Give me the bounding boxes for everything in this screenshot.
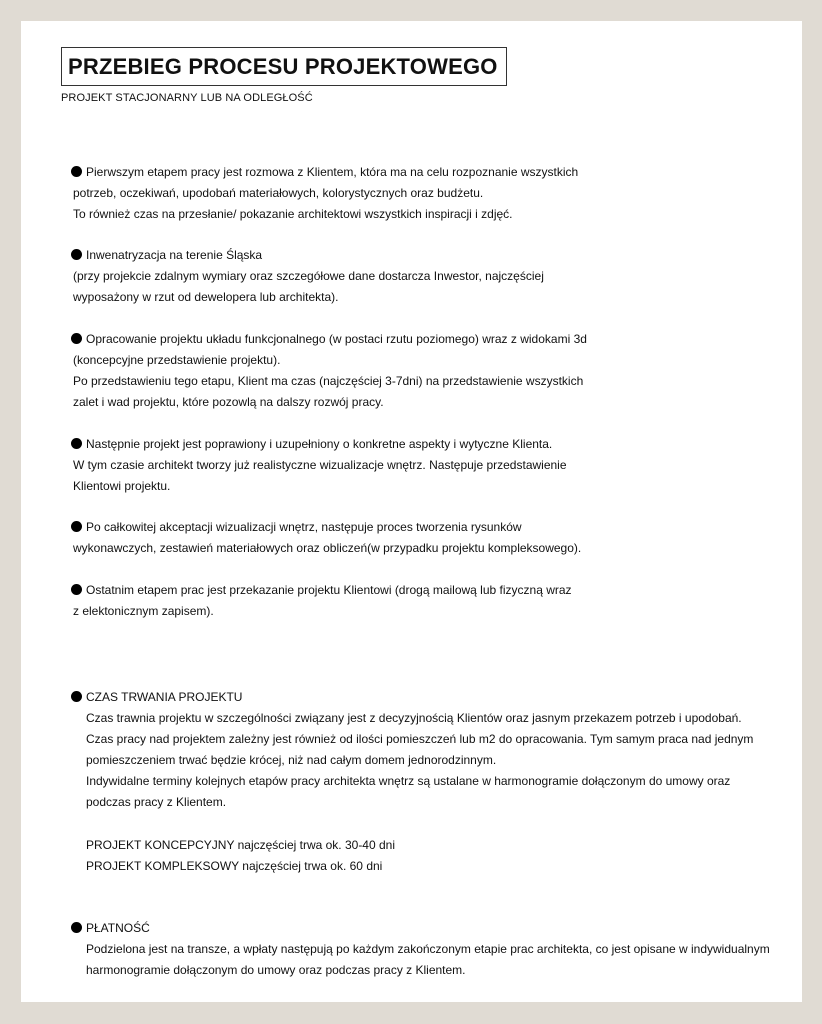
bullet-icon [71,166,82,177]
step-text: W tym czasie architekt tworzy już realistyczne wizualizacje wnętrz. Następuje przedstawienie [73,458,567,472]
duration-text: Indywidalne terminy kolejnych etapów pracy architekta wnętrz są ustalane w harmonogramie dołączonym do umowy oraz [86,774,731,788]
duration-text: pomieszczeniem trwać będzie krócej, niż nad całym domem jednorodzinnym. [86,753,497,767]
step-text: Inwenatryzacja na terenie Śląska [86,248,263,262]
step-text: z elektonicznym zapisem). [73,604,214,618]
bullet-icon [71,438,82,449]
duration-item: PROJEKT KONCEPCYJNY najczęściej trwa ok. 30-40 dni [86,838,396,852]
step-text: Po całkowitej akceptacji wizualizacji wnętrz, następuje proces tworzenia rysunków [86,520,522,534]
step-text: zalet i wad projektu, które pozowlą na dalszy rozwój pracy. [73,395,384,409]
step-text: potrzeb, oczekiwań, upodobań materiałowych, kolorystycznych oraz budżetu. [73,186,484,200]
bullet-icon [71,584,82,595]
step-text: Następnie projekt jest poprawiony i uzupełniony o konkretne aspekty i wytyczne Klienta. [86,437,553,451]
process-step-6 [71,580,572,622]
process-step-4 [71,434,567,497]
step-text: To również czas na przesłanie/ pokazanie architektowi wszystkich inspiracji i zdjęć. [73,207,513,221]
bullet-icon [71,521,82,532]
bullet-icon [71,333,82,344]
duration-text: Czas pracy nad projektem zależny jest również od ilości pomieszczeń lub m2 do opracowania. Tym samym praca nad jednym [86,732,754,746]
payment-text: Podzielona jest na transze, a wpłaty następują po każdym zakończonym etapie prac architekta, co jest opisane w indywidualnym [86,942,770,956]
duration-text: Czas trawnia projektu w szczególności związany jest z decyzyjnością Klientów oraz jasnym przekazem potrzeb i upodobań. [86,711,742,725]
step-text: Opracowanie projektu układu funkcjonalnego (w postaci rzutu poziomego) wraz z widokami 3d [86,332,587,346]
process-step-5 [71,517,581,559]
document-page [21,21,802,1002]
process-step-3 [71,329,587,413]
bullet-icon [71,922,82,933]
step-text: (przy projekcie zdalnym wymiary oraz szczegółowe dane dostarcza Inwestor, najczęściej [73,269,544,283]
bullet-icon [71,691,82,702]
page-title: PRZEBIEG PROCESU PROJEKTOWEGO [61,47,507,86]
process-step-1 [71,162,578,225]
step-text: Pierwszym etapem pracy jest rozmowa z Klientem, która ma na celu rozpoznanie wszystkich [86,165,579,179]
bullet-icon [71,249,82,260]
process-step-2 [71,245,544,308]
step-text: Po przedstawieniu tego etapu, Klient ma czas (najczęściej 3-7dni) na przedstawienie wszystkich [73,374,584,388]
step-text: (koncepcyjne przedstawienie projektu). [73,353,281,367]
duration-heading: CZAS TRWANIA PROJEKTU [86,690,243,704]
page-subtitle: PROJEKT STACJONARNY LUB NA ODLEGŁOŚĆ [61,92,313,104]
duration-item: PROJEKT KOMPLEKSOWY najczęściej trwa ok. 60 dni [86,859,383,873]
step-text: Ostatnim etapem prac jest przekazanie projektu Klientowi (drogą mailową lub fizyczną wraz [86,583,572,597]
step-text: wyposażony w rzut od dewelopera lub architekta). [73,290,339,304]
duration-section [71,687,753,877]
step-text: wykonawczych, zestawień materiałowych oraz obliczeń(w przypadku projektu kompleksowego). [73,541,582,555]
payment-heading: PŁATNOŚĆ [86,921,150,935]
duration-text: podczas pracy z Klientem. [86,795,227,809]
payment-text: harmonogramie dołączonym do umowy oraz podczas pracy z Klientem. [86,963,466,977]
step-text: Klientowi projektu. [73,479,171,493]
payment-section [71,918,770,981]
